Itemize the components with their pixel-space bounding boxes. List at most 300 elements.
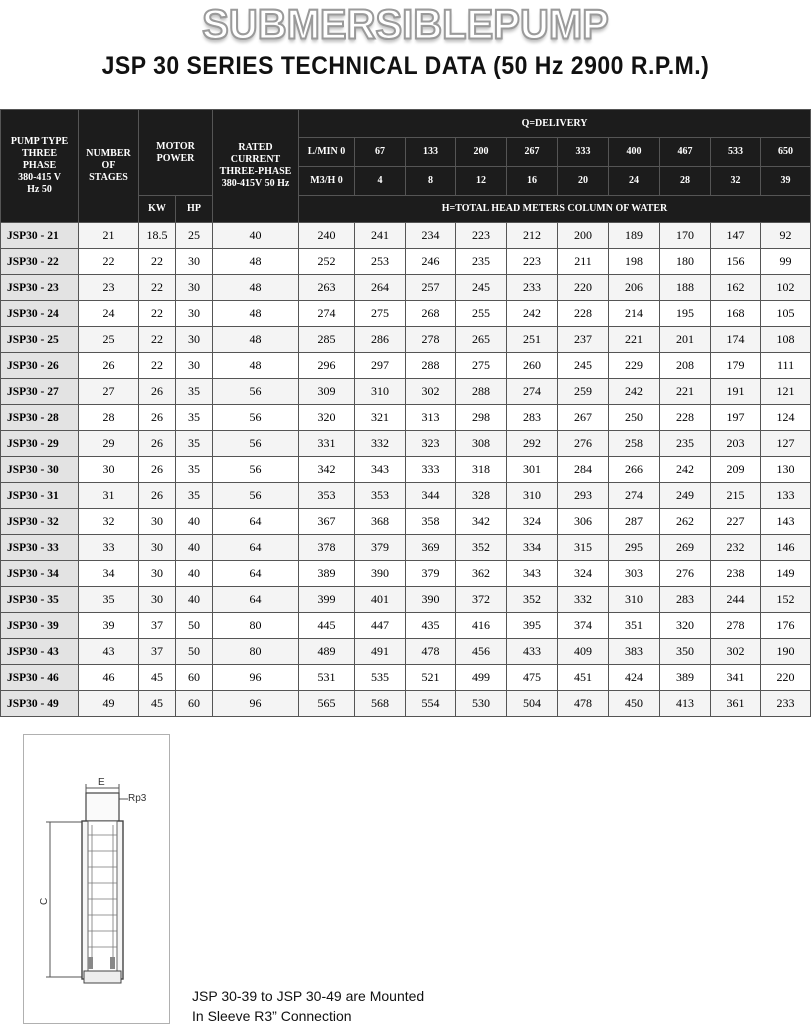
head-cell: 221 [660, 379, 711, 405]
head-cell: 301 [507, 457, 558, 483]
head-cell: 127 [761, 431, 811, 457]
head-cell: 242 [609, 379, 660, 405]
head-cell: 343 [355, 457, 406, 483]
table-row [1, 457, 811, 483]
stages-cell: 49 [79, 691, 139, 717]
page-title: JSP 30 SERIES TECHNICAL DATA (50 Hz 2900 R.P.M.) [101, 50, 710, 80]
head-cell: 242 [660, 457, 711, 483]
hp-cell: 40 [176, 535, 213, 561]
head-cell: 220 [558, 275, 609, 301]
hp-cell: 35 [176, 405, 213, 431]
header-m3h-value: 20 [558, 167, 609, 196]
header-lmin-value: 533 [711, 138, 761, 167]
dimension-e-label: E [98, 777, 105, 788]
head-cell: 475 [507, 665, 558, 691]
kw-cell: 26 [139, 405, 176, 431]
kw-cell: 45 [139, 665, 176, 691]
head-cell: 235 [456, 249, 507, 275]
pump-model-cell: JSP30 - 24 [1, 301, 79, 327]
pump-model-cell: JSP30 - 27 [1, 379, 79, 405]
hp-cell: 30 [176, 275, 213, 301]
header-m3h-label: M3/H 0 [299, 167, 355, 196]
current-cell: 64 [213, 535, 299, 561]
table-row [1, 535, 811, 561]
stages-cell: 25 [79, 327, 139, 353]
table-row [1, 249, 811, 275]
head-cell: 353 [355, 483, 406, 509]
head-cell: 260 [507, 353, 558, 379]
head-cell: 253 [355, 249, 406, 275]
stages-cell: 27 [79, 379, 139, 405]
table-row [1, 613, 811, 639]
header-lmin-value: 333 [558, 138, 609, 167]
hp-cell: 40 [176, 587, 213, 613]
head-cell: 283 [507, 405, 558, 431]
head-cell: 478 [406, 639, 456, 665]
head-cell: 565 [299, 691, 355, 717]
head-cell: 168 [711, 301, 761, 327]
hp-cell: 35 [176, 457, 213, 483]
head-cell: 152 [761, 587, 811, 613]
head-cell: 399 [299, 587, 355, 613]
stages-cell: 34 [79, 561, 139, 587]
brand-logo [0, 0, 811, 50]
current-cell: 96 [213, 691, 299, 717]
pump-model-cell: JSP30 - 33 [1, 535, 79, 561]
kw-cell: 26 [139, 431, 176, 457]
head-cell: 206 [609, 275, 660, 301]
pump-model-cell: JSP30 - 46 [1, 665, 79, 691]
head-cell: 306 [558, 509, 609, 535]
head-cell: 250 [609, 405, 660, 431]
current-cell: 96 [213, 665, 299, 691]
head-cell: 234 [406, 223, 456, 249]
head-cell: 361 [711, 691, 761, 717]
head-cell: 147 [711, 223, 761, 249]
dimension-rp3-label: Rp3 [128, 793, 147, 804]
brand-text: SUBMERSIBLEPUMP [202, 1, 609, 48]
head-cell: 189 [609, 223, 660, 249]
kw-cell: 37 [139, 613, 176, 639]
pump-model-cell: JSP30 - 49 [1, 691, 79, 717]
pump-model-cell: JSP30 - 21 [1, 223, 79, 249]
stages-cell: 31 [79, 483, 139, 509]
dimension-c-label: C [39, 897, 50, 905]
table-row [1, 275, 811, 301]
head-cell: 298 [456, 405, 507, 431]
head-cell: 244 [711, 587, 761, 613]
kw-cell: 30 [139, 561, 176, 587]
header-total-head: H=TOTAL HEAD METERS COLUMN OF WATER [299, 196, 811, 223]
header-m3h-value: 32 [711, 167, 761, 196]
header-lmin-label: L/MIN 0 [299, 138, 355, 167]
table-row [1, 431, 811, 457]
hp-cell: 30 [176, 353, 213, 379]
head-cell: 328 [456, 483, 507, 509]
head-cell: 433 [507, 639, 558, 665]
installation-note [192, 986, 424, 1026]
head-cell: 208 [660, 353, 711, 379]
head-cell: 318 [456, 457, 507, 483]
head-cell: 499 [456, 665, 507, 691]
head-cell: 249 [660, 483, 711, 509]
head-cell: 228 [558, 301, 609, 327]
head-cell: 276 [660, 561, 711, 587]
header-m3h-value: 4 [355, 167, 406, 196]
head-cell: 212 [507, 223, 558, 249]
kw-cell: 22 [139, 301, 176, 327]
pump-model-cell: JSP30 - 32 [1, 509, 79, 535]
pump-model-cell: JSP30 - 26 [1, 353, 79, 379]
head-cell: 232 [711, 535, 761, 561]
kw-cell: 26 [139, 379, 176, 405]
head-cell: 451 [558, 665, 609, 691]
head-cell: 242 [507, 301, 558, 327]
head-cell: 252 [299, 249, 355, 275]
hp-cell: 60 [176, 665, 213, 691]
current-cell: 56 [213, 457, 299, 483]
head-cell: 489 [299, 639, 355, 665]
head-cell: 228 [660, 405, 711, 431]
header-lmin-value: 650 [761, 138, 811, 167]
stages-cell: 39 [79, 613, 139, 639]
head-cell: 315 [558, 535, 609, 561]
head-cell: 295 [609, 535, 660, 561]
kw-cell: 22 [139, 249, 176, 275]
current-cell: 80 [213, 639, 299, 665]
head-cell: 285 [299, 327, 355, 353]
head-cell: 143 [761, 509, 811, 535]
current-cell: 80 [213, 613, 299, 639]
head-cell: 531 [299, 665, 355, 691]
head-cell: 174 [711, 327, 761, 353]
head-cell: 521 [406, 665, 456, 691]
head-cell: 445 [299, 613, 355, 639]
head-cell: 108 [761, 327, 811, 353]
head-cell: 308 [456, 431, 507, 457]
head-cell: 358 [406, 509, 456, 535]
current-cell: 56 [213, 379, 299, 405]
table-row [1, 405, 811, 431]
head-cell: 274 [609, 483, 660, 509]
head-cell: 200 [558, 223, 609, 249]
head-cell: 302 [711, 639, 761, 665]
header-m3h-value: 16 [507, 167, 558, 196]
head-cell: 215 [711, 483, 761, 509]
current-cell: 64 [213, 587, 299, 613]
head-cell: 264 [355, 275, 406, 301]
head-cell: 350 [660, 639, 711, 665]
head-cell: 195 [660, 301, 711, 327]
head-cell: 238 [711, 561, 761, 587]
head-cell: 424 [609, 665, 660, 691]
head-cell: 530 [456, 691, 507, 717]
head-cell: 478 [558, 691, 609, 717]
head-cell: 389 [299, 561, 355, 587]
kw-cell: 26 [139, 483, 176, 509]
head-cell: 180 [660, 249, 711, 275]
head-cell: 287 [609, 509, 660, 535]
head-cell: 341 [711, 665, 761, 691]
table-body [1, 223, 811, 717]
head-cell: 99 [761, 249, 811, 275]
pump-model-cell: JSP30 - 22 [1, 249, 79, 275]
head-cell: 190 [761, 639, 811, 665]
kw-cell: 45 [139, 691, 176, 717]
pump-model-cell: JSP30 - 31 [1, 483, 79, 509]
head-cell: 201 [660, 327, 711, 353]
head-cell: 323 [406, 431, 456, 457]
head-cell: 352 [507, 587, 558, 613]
head-cell: 378 [299, 535, 355, 561]
current-cell: 48 [213, 327, 299, 353]
current-cell: 64 [213, 509, 299, 535]
head-cell: 221 [609, 327, 660, 353]
header-rated-current: RATED CURRENT THREE-PHASE 380-415V 50 Hz [213, 110, 299, 223]
stages-cell: 22 [79, 249, 139, 275]
stages-cell: 35 [79, 587, 139, 613]
header-m3h-value: 24 [609, 167, 660, 196]
head-cell: 390 [406, 587, 456, 613]
head-cell: 275 [355, 301, 406, 327]
table-row [1, 353, 811, 379]
hp-cell: 35 [176, 379, 213, 405]
header-m3h-value: 8 [406, 167, 456, 196]
head-cell: 383 [609, 639, 660, 665]
head-cell: 302 [406, 379, 456, 405]
head-cell: 389 [660, 665, 711, 691]
hp-cell: 30 [176, 327, 213, 353]
kw-cell: 37 [139, 639, 176, 665]
head-cell: 288 [456, 379, 507, 405]
head-cell: 367 [299, 509, 355, 535]
head-cell: 456 [456, 639, 507, 665]
header-lmin-value: 133 [406, 138, 456, 167]
head-cell: 286 [355, 327, 406, 353]
current-cell: 48 [213, 353, 299, 379]
head-cell: 227 [711, 509, 761, 535]
head-cell: 342 [299, 457, 355, 483]
header-lmin-value: 400 [609, 138, 660, 167]
technical-data-table [0, 109, 811, 717]
head-cell: 203 [711, 431, 761, 457]
head-cell: 292 [507, 431, 558, 457]
header-number-of-stages: NUMBER OF STAGES [79, 110, 139, 223]
stages-cell: 23 [79, 275, 139, 301]
head-cell: 324 [558, 561, 609, 587]
head-cell: 413 [660, 691, 711, 717]
current-cell: 48 [213, 249, 299, 275]
head-cell: 324 [507, 509, 558, 535]
head-cell: 321 [355, 405, 406, 431]
head-cell: 535 [355, 665, 406, 691]
hp-cell: 25 [176, 223, 213, 249]
head-cell: 269 [660, 535, 711, 561]
head-cell: 257 [406, 275, 456, 301]
head-cell: 368 [355, 509, 406, 535]
table-row [1, 379, 811, 405]
header-delivery: Q=DELIVERY [299, 110, 811, 138]
head-cell: 223 [507, 249, 558, 275]
head-cell: 288 [406, 353, 456, 379]
head-cell: 374 [558, 613, 609, 639]
head-cell: 149 [761, 561, 811, 587]
hp-cell: 50 [176, 639, 213, 665]
head-cell: 332 [558, 587, 609, 613]
hp-cell: 35 [176, 483, 213, 509]
kw-cell: 30 [139, 587, 176, 613]
hp-cell: 50 [176, 613, 213, 639]
head-cell: 343 [507, 561, 558, 587]
head-cell: 274 [507, 379, 558, 405]
head-cell: 266 [609, 457, 660, 483]
head-cell: 372 [456, 587, 507, 613]
head-cell: 275 [456, 353, 507, 379]
hp-cell: 60 [176, 691, 213, 717]
head-cell: 309 [299, 379, 355, 405]
stages-cell: 29 [79, 431, 139, 457]
pump-model-cell: JSP30 - 39 [1, 613, 79, 639]
table-row [1, 327, 811, 353]
pump-model-cell: JSP30 - 30 [1, 457, 79, 483]
pump-model-cell: JSP30 - 43 [1, 639, 79, 665]
head-cell: 191 [711, 379, 761, 405]
head-cell: 401 [355, 587, 406, 613]
head-cell: 241 [355, 223, 406, 249]
stages-cell: 46 [79, 665, 139, 691]
head-cell: 245 [456, 275, 507, 301]
head-cell: 447 [355, 613, 406, 639]
head-cell: 162 [711, 275, 761, 301]
header-pump-type: PUMP TYPE THREE PHASE 380-415 V Hz 50 [1, 110, 79, 223]
head-cell: 233 [507, 275, 558, 301]
head-cell: 284 [558, 457, 609, 483]
kw-cell: 22 [139, 327, 176, 353]
table-row [1, 301, 811, 327]
head-cell: 259 [558, 379, 609, 405]
table-row [1, 665, 811, 691]
current-cell: 64 [213, 561, 299, 587]
head-cell: 188 [660, 275, 711, 301]
head-cell: 263 [299, 275, 355, 301]
head-cell: 504 [507, 691, 558, 717]
stages-cell: 28 [79, 405, 139, 431]
head-cell: 342 [456, 509, 507, 535]
head-cell: 379 [406, 561, 456, 587]
table-row [1, 691, 811, 717]
current-cell: 48 [213, 301, 299, 327]
current-cell: 56 [213, 431, 299, 457]
stages-cell: 30 [79, 457, 139, 483]
head-cell: 334 [507, 535, 558, 561]
head-cell: 568 [355, 691, 406, 717]
note-line-2: In Sleeve R3” Connection [192, 1008, 352, 1024]
kw-cell: 30 [139, 535, 176, 561]
head-cell: 133 [761, 483, 811, 509]
pump-diagram [24, 735, 169, 1023]
head-cell: 313 [406, 405, 456, 431]
head-cell: 237 [558, 327, 609, 353]
head-cell: 214 [609, 301, 660, 327]
head-cell: 278 [406, 327, 456, 353]
head-cell: 267 [558, 405, 609, 431]
head-cell: 297 [355, 353, 406, 379]
head-cell: 92 [761, 223, 811, 249]
pump-model-cell: JSP30 - 35 [1, 587, 79, 613]
head-cell: 353 [299, 483, 355, 509]
table-row [1, 561, 811, 587]
pump-model-cell: JSP30 - 25 [1, 327, 79, 353]
kw-cell: 30 [139, 509, 176, 535]
header-kw: KW [139, 196, 176, 223]
note-line-1: JSP 30-39 to JSP 30-49 are Mounted [192, 988, 425, 1004]
head-cell: 229 [609, 353, 660, 379]
head-cell: 369 [406, 535, 456, 561]
head-cell: 240 [299, 223, 355, 249]
head-cell: 156 [711, 249, 761, 275]
head-cell: 310 [355, 379, 406, 405]
head-cell: 390 [355, 561, 406, 587]
stages-cell: 32 [79, 509, 139, 535]
header-m3h-value: 39 [761, 167, 811, 196]
head-cell: 351 [609, 613, 660, 639]
header-m3h-value: 12 [456, 167, 507, 196]
head-cell: 310 [507, 483, 558, 509]
stages-cell: 26 [79, 353, 139, 379]
table-row [1, 587, 811, 613]
head-cell: 395 [507, 613, 558, 639]
head-cell: 220 [761, 665, 811, 691]
head-cell: 409 [558, 639, 609, 665]
table-row [1, 509, 811, 535]
head-cell: 276 [558, 431, 609, 457]
stages-cell: 43 [79, 639, 139, 665]
kw-cell: 22 [139, 353, 176, 379]
head-cell: 278 [711, 613, 761, 639]
head-cell: 362 [456, 561, 507, 587]
hp-cell: 30 [176, 301, 213, 327]
head-cell: 283 [660, 587, 711, 613]
current-cell: 48 [213, 275, 299, 301]
header-m3h-value: 28 [660, 167, 711, 196]
head-cell: 310 [609, 587, 660, 613]
current-cell: 56 [213, 483, 299, 509]
pump-model-cell: JSP30 - 34 [1, 561, 79, 587]
pump-model-cell: JSP30 - 28 [1, 405, 79, 431]
head-cell: 258 [609, 431, 660, 457]
header-lmin-value: 467 [660, 138, 711, 167]
head-cell: 491 [355, 639, 406, 665]
head-cell: 320 [660, 613, 711, 639]
head-cell: 268 [406, 301, 456, 327]
head-cell: 209 [711, 457, 761, 483]
table-row [1, 483, 811, 509]
current-cell: 56 [213, 405, 299, 431]
head-cell: 105 [761, 301, 811, 327]
head-cell: 379 [355, 535, 406, 561]
head-cell: 223 [456, 223, 507, 249]
pump-dimension-drawing [23, 734, 170, 1024]
head-cell: 416 [456, 613, 507, 639]
head-cell: 102 [761, 275, 811, 301]
head-cell: 198 [609, 249, 660, 275]
head-cell: 435 [406, 613, 456, 639]
head-cell: 332 [355, 431, 406, 457]
head-cell: 333 [406, 457, 456, 483]
stages-cell: 24 [79, 301, 139, 327]
kw-cell: 22 [139, 275, 176, 301]
head-cell: 303 [609, 561, 660, 587]
